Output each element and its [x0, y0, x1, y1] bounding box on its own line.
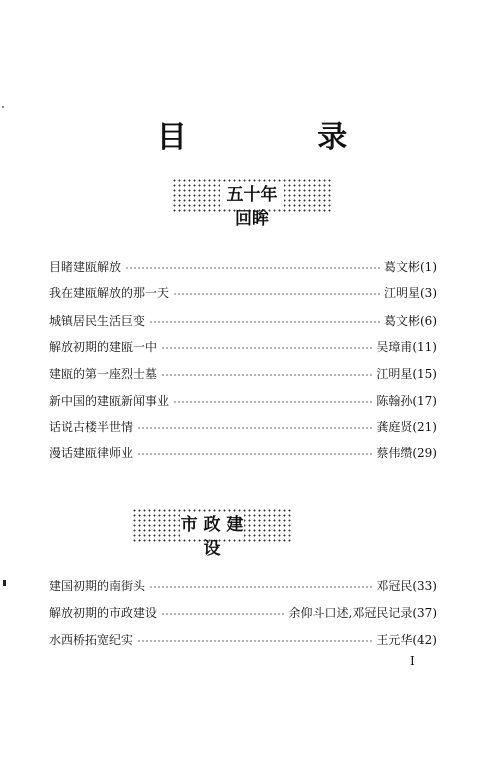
scan-mark — [3, 580, 6, 586]
section-banner-1 — [172, 178, 332, 229]
leader-dots — [149, 586, 372, 588]
toc-entry-title: 漫话建瓯律师业 — [49, 445, 134, 460]
leader-dots — [161, 347, 372, 349]
toc-entry[interactable] — [49, 337, 437, 355]
toc-entry-author: 吴璋甫(11) — [376, 339, 437, 354]
section-title: 五十年回眸 — [220, 183, 284, 207]
toc-entry-title: 城镇居民生活巨变 — [49, 313, 146, 328]
toc-entry-author: 江明星(15) — [376, 366, 437, 381]
toc-entry-author: 蔡伟缵(29) — [376, 445, 437, 460]
leader-dots — [161, 374, 372, 376]
leader-dots — [137, 453, 372, 455]
toc-entry-author: 龚庭贤(21) — [376, 419, 437, 434]
toc-entry[interactable] — [49, 576, 437, 594]
leader-dots — [149, 321, 380, 323]
page-number: I — [410, 654, 415, 668]
section-title: 市 政 建 设 — [180, 515, 244, 559]
toc-entry[interactable] — [49, 417, 437, 435]
toc-entry-author: 江明星(3) — [384, 285, 437, 300]
leader-dots — [173, 293, 380, 295]
leader-dots — [173, 401, 372, 403]
toc-entry-author: 陈翰孙(17) — [376, 393, 437, 408]
leader-dots — [161, 613, 285, 615]
toc-entry-title: 新中国的建瓯新闻事业 — [49, 393, 170, 408]
toc-entry[interactable] — [49, 603, 437, 621]
toc-entry[interactable] — [49, 364, 437, 382]
toc-entry-author: 葛文彬(1) — [384, 259, 437, 274]
leader-dots — [137, 640, 372, 642]
toc-entry-author: 王元华(42) — [376, 632, 437, 647]
scan-mark — [2, 106, 4, 108]
toc-entry-title: 解放初期的建瓯一中 — [49, 339, 158, 354]
toc-entry-title: 我在建瓯解放的那一天 — [49, 285, 170, 300]
toc-entry-author: 余仰斗口述,邓冠民记录(37) — [288, 605, 437, 620]
page-title: 目 录 — [156, 120, 408, 155]
toc-entry[interactable] — [49, 630, 437, 648]
toc-entry[interactable] — [49, 257, 437, 275]
toc-entry-title: 建瓯的第一座烈士墓 — [49, 366, 158, 381]
toc-entry[interactable] — [49, 283, 437, 301]
section-banner-2 — [132, 508, 292, 559]
leader-dots — [125, 267, 380, 269]
toc-entry-title: 目睹建瓯解放 — [49, 259, 122, 274]
toc-entry[interactable] — [49, 311, 437, 329]
toc-entry-author: 邓冠民(33) — [376, 578, 437, 593]
toc-entry-title: 建国初期的南街头 — [49, 578, 146, 593]
toc-entry[interactable] — [49, 391, 437, 409]
toc-entry-title: 解放初期的市政建设 — [49, 605, 158, 620]
toc-entry-title: 水西桥拓宽纪实 — [49, 632, 134, 647]
toc-entry-title: 话说古楼半世情 — [49, 419, 134, 434]
toc-entry-author: 葛文彬(6) — [384, 313, 437, 328]
leader-dots — [137, 427, 372, 429]
toc-entry[interactable] — [49, 443, 437, 461]
